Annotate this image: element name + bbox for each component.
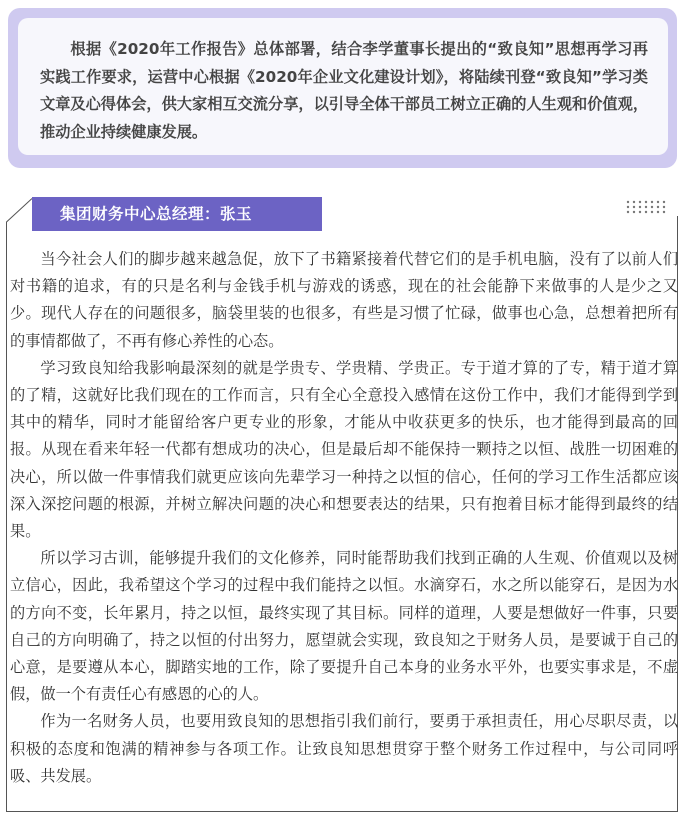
article-paragraph-1: 当今社会人们的脚步越来越急促，放下了书籍紧接着代替它们的是手机电脑，没有了以前人们对书籍的追求，有的只是名利与金钱手机与游戏的诱惑，现在的社会能静下来做事的人是少之又少。现代人存在的问题很多，脑袋里装的也很多，有些是习惯了忙碌，做事也心急，总想着把所有的事情都做了，不再有修心养性的心态。 (10, 250, 678, 350)
intro-box (18, 18, 668, 155)
article-paragraph-3: 所以学习古训，能够提升我们的文化修养，同时能帮助我们找到正确的人生观、价值观以及树立信心，因此，我希望这个学习的过程中我们能持之以恒。水滴穿石，水之所以能穿石，是因为水的方向不变，长年累月，持之以恒，最终实现了其目标。同样的道理，人要是想做好一件事，只要自己的方向明确了，持之以恒的付出努力，愿望就会实现，致良知之于财务人员，是要诚于自己的心意，是要遵从本心，脚踏实地的工作，除了要提升自己本身的业务水平外，也要实事求是，不虚假，做一个有责任心有感恩的心的人。 (10, 549, 678, 704)
article-paragraph-2: 学习致良知给我影响最深刻的就是学贵专、学贵精、学贵正。专于道才算的了专，精于道才算的了精，这就好比我们现在的工作而言，只有全心全意投入感情在这份工作中，我们才能得到学到其中的精华，同时才能留给客户更专业的形象，才能从中收获更多的快乐，也才能得到最高的回报。从现在看来年轻一代都有想成功的决心，但是最后却不能保持一颗持之以恒、战胜一切困难的决心，所以做一件事情我们就更应该向先辈学习一种持之以恒的信心，任何的学习工作生活都应该深入深挖问题的根源，并树立解决问题的决心和想要表达的结果，只有抱着目标才能得到最终的结果。 (10, 358, 678, 541)
decorative-dots-icon (626, 200, 670, 214)
article-body (10, 246, 678, 790)
article-title-badge (32, 197, 322, 231)
article-paragraph-4: 作为一名财务人员，也要用致良知的思想指引我们前行，要勇于承担责任，用心尽职尽责，以积极的态度和饱满的精神参与各项工作。让致良知思想贯穿于整个财务工作过程中，与公司同呼吸、共发展。 (10, 712, 678, 785)
intro-text: 根据《2020年工作报告》总体部署，结合李学董事长提出的“致良知”思想再学习再实践工作要求，运营中心根据《2020年企业文化建设计划》，将陆续刊登“致良知”学习类文章及心得体会，供大家相互交流分享，以引导全体干部员工树立正确的人生观和价值观，推动企业持续健康发展。 (40, 40, 648, 141)
article-title: 集团财务中心总经理：张玉 (60, 205, 253, 223)
